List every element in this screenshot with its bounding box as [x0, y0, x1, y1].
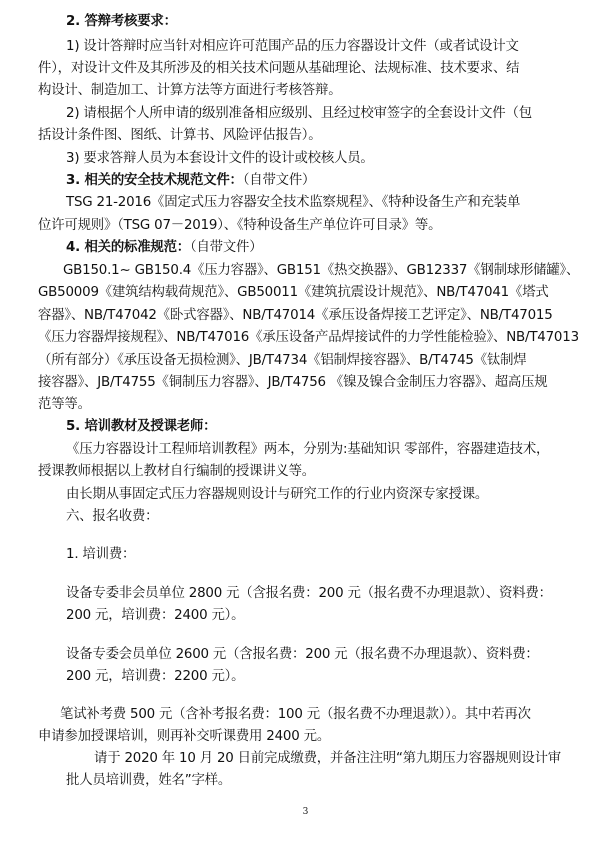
section-4-line-1: GB150.1~ GB150.4《压力容器》、GB151《热交换器》、GB12337《钢制球形储罐》、	[63, 263, 580, 278]
section-6-heading: 六、报名收费：	[66, 509, 159, 524]
page-number: 3	[302, 807, 309, 817]
payment-deadline-line-2: 批人员培训费，姓名”字样。	[66, 773, 232, 788]
section-4-line-4: 《压力容器焊接规程》、NB/T47016《承压设备产品焊接试件的力学性能检验》、NB/T47013	[38, 330, 579, 345]
retest-fee-line-1: 笔试补考费 500 元（含补考报名费：100 元（报名费不办理退款））。其中若再次	[60, 707, 531, 722]
retest-fee-line-2: 申请参加授课培训，则再补交听课费用 2400 元。	[38, 729, 331, 744]
section-3-heading-note: （自带文件）	[242, 173, 316, 188]
section-5-line-3: 由长期从事固定式压力容器规则设计与研究工作的行业内资深专家授课。	[66, 487, 489, 502]
section-4-line-2: GB50009《建筑结构载荷规范》、GB50011《建筑抗震设计规范》、NB/T47041《塔式	[38, 285, 549, 300]
section-4-heading-note: （自带文件）	[190, 240, 263, 255]
section-4-line-3: 容器》、NB/T47042《卧式容器》、NB/T47014《承压设备焊接工艺评定》、NB/T47015	[38, 308, 553, 323]
member-fee-line-2: 200 元，培训费：2200 元）。	[66, 669, 245, 684]
section-4-heading: 4. 相关的标准规范：	[66, 240, 190, 255]
section-4-line-6: 接容器》、JB/T4755《铜制压力容器》、JB/T4756 《镍及镍合金制压力容器》、超高压规	[38, 375, 548, 390]
section-2-item-2-line-1: 2) 请根据个人所申请的级别准备相应级别、且经过校审签字的全套设计文件（包	[66, 106, 532, 121]
section-2-item-1-line-3: 构设计、制造加工、计算方法等方面进行考核答辩。	[38, 83, 342, 98]
section-4-heading-row	[66, 239, 262, 257]
section-3-heading-row	[66, 172, 315, 190]
section-5-heading: 5. 培训教材及授课老师：	[66, 419, 217, 434]
section-4-line-7: 范等等。	[38, 397, 91, 412]
section-3-line-1: TSG 21-2016《固定式压力容器安全技术监察规程》、《特种设备生产和充装单	[66, 195, 521, 210]
member-fee-line-1: 设备专委会员单位 2600 元（含报名费：200 元（报名费不办理退款）、资料费：	[66, 647, 539, 662]
section-2-item-1-line-2: 件），对设计文件及其所涉及的相关技术问题从基础理论、法规标准、技术要求、结	[38, 61, 520, 76]
payment-deadline-line-1: 请于 2020 年 10 月 20 日前完成缴费，并备注注明“第九期压力容器规则设计审	[94, 751, 561, 766]
section-2-item-1-line-1: 1) 设计答辩时应当针对相应许可范围产品的压力容器设计文件（或者试设计文	[66, 39, 519, 54]
section-3-line-2: 位许可规则》（TSG 07－2019）、《特种设备生产单位许可目录》等。	[38, 218, 442, 233]
section-2-heading: 2. 答辩考核要求：	[66, 14, 177, 29]
fee-item-heading: 1. 培训费：	[66, 547, 136, 562]
section-5-line-2: 授课教师根据以上教材自行编制的授课讲义等。	[38, 464, 316, 479]
non-member-fee-line-2: 200 元，培训费：2400 元）。	[66, 608, 245, 623]
section-3-heading: 3. 相关的安全技术规范文件：	[66, 173, 243, 188]
section-2-item-3: 3) 要求答辩人员为本套设计文件的设计或校核人员。	[66, 151, 374, 166]
non-member-fee-line-1: 设备专委非会员单位 2800 元（含报名费：200 元（报名费不办理退款）、资料费：	[66, 586, 552, 601]
section-2-item-2-line-2: 括设计条件图、图纸、计算书、风险评估报告）。	[38, 128, 322, 143]
section-4-line-5: （所有部分）《承压设备无损检测》、JB/T4734《铝制焊接容器》、B/T4745《钛制焊	[38, 353, 527, 368]
section-5-line-1: 《压力容器设计工程师培训教程》两本，分别为:基础知识 零部件，容器建造技术，	[66, 442, 550, 457]
